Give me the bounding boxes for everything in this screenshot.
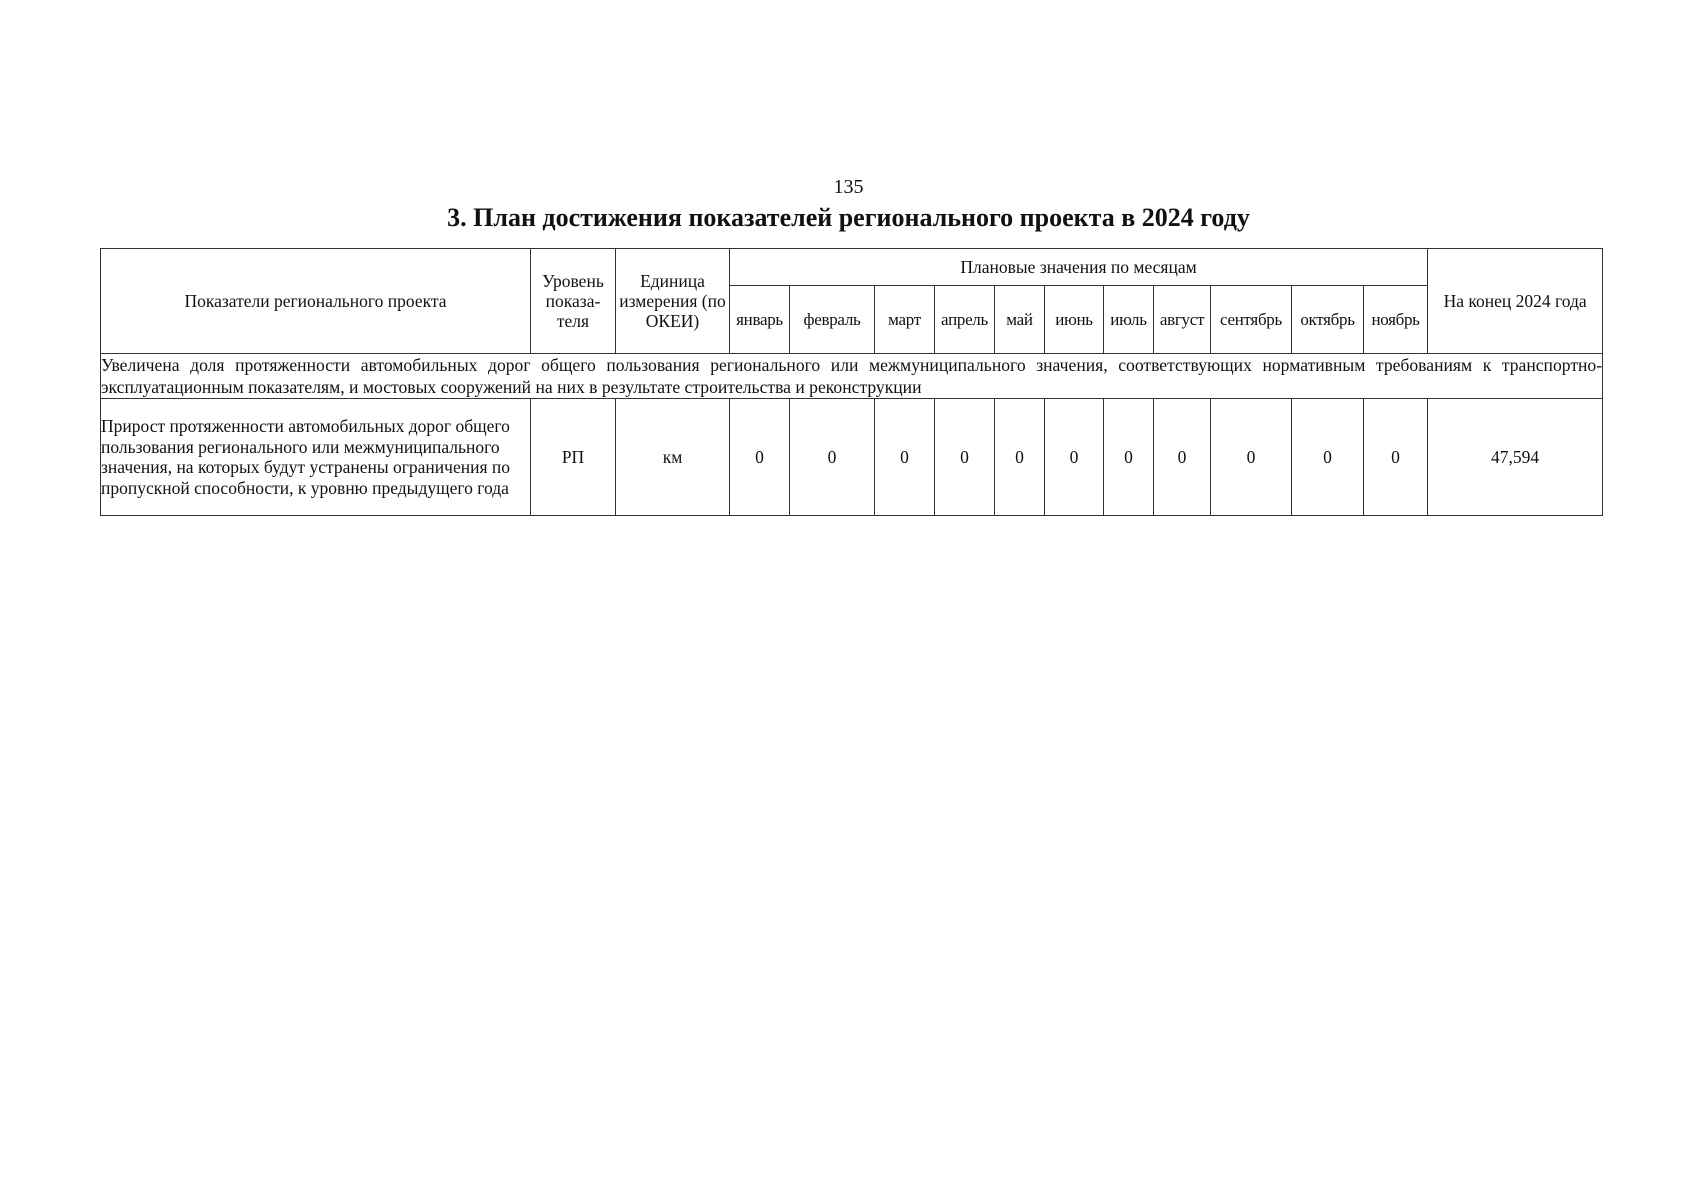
table-row [101,399,1603,516]
value-aug: 0 [1154,399,1211,516]
header-month-jun: июнь [1045,286,1104,354]
value-sep: 0 [1211,399,1292,516]
value-mar: 0 [875,399,935,516]
value-feb: 0 [790,399,875,516]
header-month-feb: февраль [790,286,875,354]
header-month-jul: июль [1104,286,1154,354]
header-month-apr: апрель [935,286,995,354]
header-month-nov: ноябрь [1364,286,1428,354]
header-row-top [101,249,1603,286]
indicator-unit: км [616,399,730,516]
header-monthly-values: Плановые значения по месяцам [730,249,1428,286]
section-row [101,354,1603,399]
header-month-oct: октябрь [1292,286,1364,354]
header-unit: Единица измерения (по ОКЕИ) [616,249,730,354]
header-month-jan: январь [730,286,790,354]
indicator-name: Прирост протяженности автомобильных дорог общего пользования регионального или межмуниципального значения, на которых будут устранены ограничения по пропускной способности, к уровню предыдущего года [101,399,531,516]
value-jun: 0 [1045,399,1104,516]
page-title: 3. План достижения показателей регионального проекта в 2024 году [447,203,1250,232]
header-level: Уровень показа-теля [531,249,616,354]
value-jan: 0 [730,399,790,516]
value-jul: 0 [1104,399,1154,516]
indicator-level: РП [531,399,616,516]
value-end-of-year: 47,594 [1428,399,1603,516]
value-oct: 0 [1292,399,1364,516]
header-month-may: май [995,286,1045,354]
header-end-of-year: На конец 2024 года [1428,249,1603,354]
plan-table [100,248,1603,516]
header-month-aug: август [1154,286,1211,354]
header-indicator: Показатели регионального проекта [101,249,531,354]
value-may: 0 [995,399,1045,516]
value-nov: 0 [1364,399,1428,516]
value-apr: 0 [935,399,995,516]
header-month-sep: сентябрь [1211,286,1292,354]
page-number: 135 [833,176,864,198]
section-title: Увеличена доля протяженности автомобильных дорог общего пользования регионального или межмуниципального значения, соответствующих нормативным требованиям к транспортно-эксплуатационным показателям, и мостовых сооружений на них в результате строительства и реконструкции [101,355,1603,397]
header-month-mar: март [875,286,935,354]
